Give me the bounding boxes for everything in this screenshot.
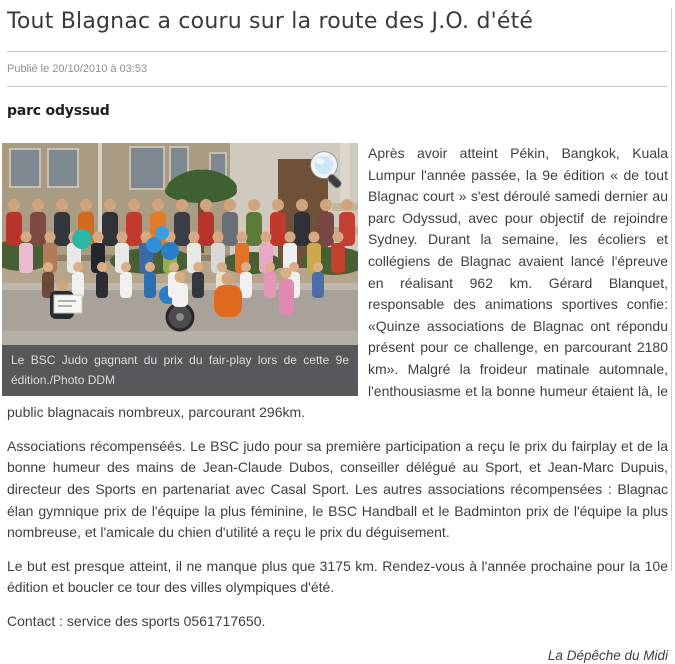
content-right-border — [671, 8, 672, 571]
article-paragraph-1: Après avoir atteint Pékin, Bangkok, Kuala Lumpur l'année passée, la 9e édition « de tout Blagnac court » s'est déroulé samedi dernier au parc Odyssud, avec pour objectif de rejoindre Sydney. Durant la semaine, les écoliers et collégiens de Blagnac avaient lancé l'épreuve en réalisant 962 km. Gérard Blanquet, responsable des animations sportives confie: «Quinze associations de Blagnac ont répondu présent pour ce challenge, en parcourant 2180 km». Malgré la froideur matinale automnale, l'enthousiasme et la bonne humeur étaient là, le public blagnacais nombreux, parcourant 296km. — [7, 145, 668, 421]
article-photo-block — [2, 143, 358, 396]
page-title: Tout Blagnac a couru sur la route des J.O. d'été — [7, 9, 534, 34]
subheading: parc odyssud — [7, 103, 110, 119]
article-paragraph-2: Associations récompenséés. Le BSC judo pour sa première participation a reçu le prix du fairplay et de la bonne humeur des mains de Jean-Claude Dubos, conseiller délégué au Sport, et Jean-Marc Dupuis, directeur des Sports en partenariat avec Casal Sport. Les autres associations récompensées : Blagnac élan gymnique prix de l'équipe la plus féminine, le BSC Handball et le Badminton prix de l'équipe la plus nombreuse, et l'amicale du chien d'utilité a reçu le prix du déguisement. — [7, 437, 668, 541]
article-photo[interactable] — [2, 143, 358, 345]
article-page — [0, 8, 675, 664]
article-paragraph-3: Le but est presque atteint, il ne manque plus que 3175 km. Rendez-vous à l'année prochaine pour la 10e édition et boucler ce tour des villes olympiques d'été. — [7, 557, 668, 596]
photo-illustration — [2, 143, 358, 345]
divider-meta — [7, 86, 668, 87]
photo-caption: Le BSC Judo gagnant du prix du fair-play lors de cette 9e édition./Photo DDM — [2, 345, 358, 396]
published-date: Publié le 20/10/2010 à 03:53 — [7, 63, 148, 75]
article-signature: La Dépêche du Midi — [547, 648, 668, 664]
article-body — [7, 143, 668, 664]
article-paragraph-4: Contact : service des sports 0561717650. — [7, 612, 266, 629]
magnifier-icon[interactable] — [306, 149, 348, 191]
